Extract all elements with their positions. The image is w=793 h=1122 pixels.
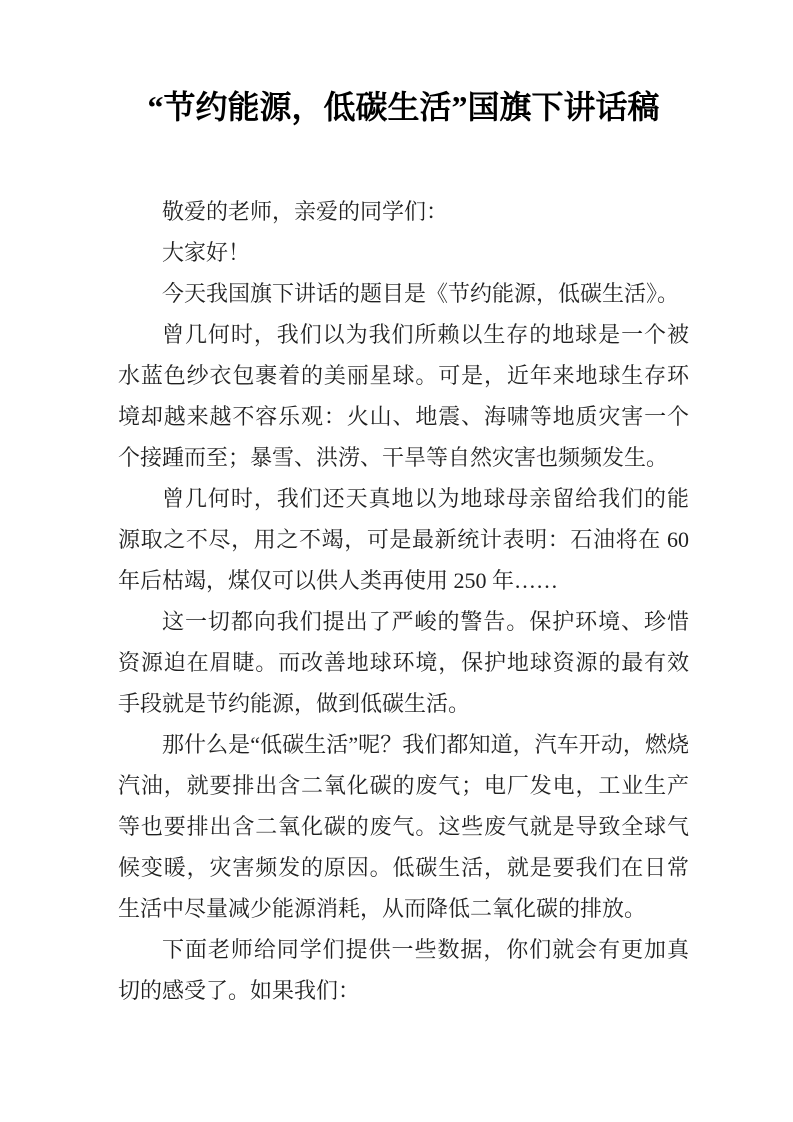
- document-title: “节约能源，低碳生活”国旗下讲话稿: [147, 89, 660, 125]
- paragraph-topic-intro: 今天我国旗下讲话的题目是《节约能源，低碳生活》。: [162, 281, 680, 307]
- paragraph-salutation: 敬爱的老师，亲爱的同学们：: [162, 199, 449, 225]
- document-body: [118, 191, 689, 1011]
- paragraph-greeting: 大家好！: [162, 240, 251, 266]
- paragraph-low-carbon-definition: 那什么是“低碳生活”呢？我们都知道，汽车开动，燃烧汽油，就要排出含二氧化碳的废气；电厂发电，工业生产等也要排出含二氧化碳的废气。这些废气就是导致全球气候变暖，灾害频发的原因。低碳生活，就是要我们在日常生活中尽量减少能源消耗，从而降低二氧化碳的排放。: [118, 732, 689, 922]
- paragraph-data-lead-in: 下面老师给同学们提供一些数据，你们就会有更加真切的感受了。如果我们：: [118, 937, 689, 1004]
- paragraph-energy-statistics: 曾几何时，我们还天真地以为地球母亲留给我们的能源取之不尽，用之不竭，可是最新统计表明：石油将在 60 年后枯竭，煤仅可以供人类再使用 250 年……: [118, 486, 689, 594]
- paragraph-earth-disasters: 曾几何时，我们以为我们所赖以生存的地球是一个被水蓝色纱衣包裹着的美丽星球。可是，近年来地球生存环境却越来越不容乐观：火山、地震、海啸等地质灾害一个个接踵而至；暴雪、洪涝、干旱等自然灾害也频频发生。: [118, 322, 689, 471]
- paragraph-warning: 这一切都向我们提出了严峻的警告。保护环境、珍惜资源迫在眉睫。而改善地球环境，保护地球资源的最有效手段就是节约能源，做到低碳生活。: [118, 609, 689, 717]
